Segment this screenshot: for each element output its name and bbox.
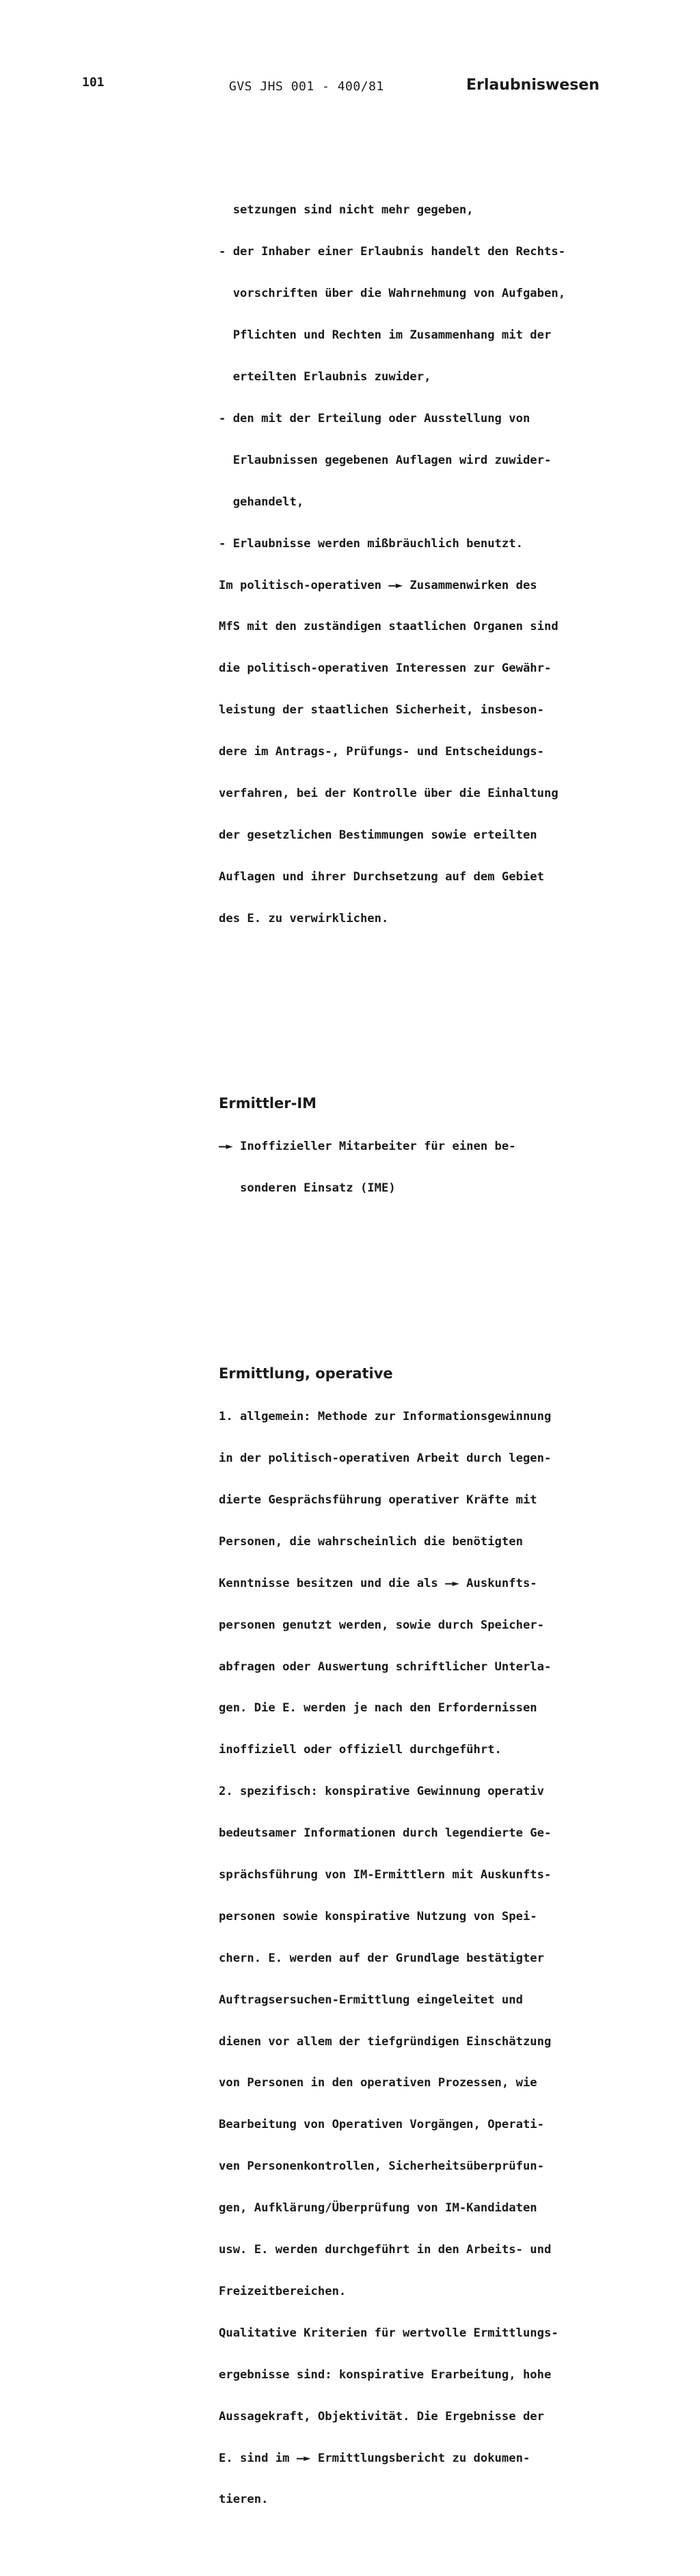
- text-line: - Erlaubnisse werden mißbräuchlich benutzt.: [219, 536, 523, 551]
- text-line: - der Inhaber einer Erlaubnis handelt den Rechts-: [219, 245, 566, 259]
- entry-ermittler-im: [219, 1066, 656, 1223]
- text-line: erteilten Erlaubnis zuwider,: [219, 370, 431, 384]
- text-line: gen, Aufklärung/Überprüfung von IM-Kandidaten: [219, 2201, 537, 2216]
- text-line: gen. Die E. werden je nach den Erfordernissen: [219, 1701, 537, 1716]
- text-line: Erlaubnissen gegebenen Auflagen wird zuwider-: [219, 453, 552, 467]
- text-line: Kenntnisse besitzen und die als —► Auskunfts-: [219, 1576, 537, 1590]
- entry-title: Ermittler-IM: [219, 1094, 317, 1112]
- text-line: des E. zu verwirklichen.: [219, 911, 389, 925]
- text-line: Freizeitbereichen.: [219, 2284, 347, 2298]
- text-line: der gesetzlichen Bestimmungen sowie erteilten: [219, 828, 537, 842]
- text-line: inoffiziell oder offiziell durchgeführt.: [219, 1743, 502, 1757]
- text-line: ergebnisse sind: konspirative Erarbeitung, hohe: [219, 2367, 552, 2382]
- text-line: MfS mit den zuständigen staatlichen Organen sind: [219, 620, 558, 634]
- entry-title: Ermittlung, operative: [219, 1365, 393, 1382]
- section-erlaubniswesen-continued: [219, 176, 656, 954]
- text-line: setzungen sind nicht mehr gegeben,: [219, 203, 474, 218]
- text-line: dienen vor allem der tiefgründigen Einschätzung: [219, 2034, 552, 2049]
- text-line: Auftragsersuchen-Ermittlung eingeleitet und: [219, 1993, 523, 2007]
- text-line: dierte Gesprächsführung operativer Kräfte mit: [219, 1493, 537, 1508]
- text-line: abfragen oder Auswertung schriftlicher Unterla-: [219, 1659, 552, 1674]
- text-line: sonderen Einsatz (IME): [219, 1181, 396, 1196]
- text-line: bedeutsamer Informationen durch legendierte Ge-: [219, 1826, 552, 1841]
- text-line: sprächsführung von IM-Ermittlern mit Auskunfts-: [219, 1868, 552, 1882]
- text-line: die politisch-operativen Interessen zur Gewähr-: [219, 661, 552, 676]
- text-line: Personen, die wahrscheinlich die benötigten: [219, 1534, 523, 1549]
- text-line: 2. spezifisch: konspirative Gewinnung operativ: [219, 1785, 544, 1799]
- text-line: E. sind im —► Ermittlungsbericht zu dokumen-: [219, 2451, 530, 2465]
- text-line: vorschriften über die Wahrnehmung von Aufgaben,: [219, 287, 566, 301]
- document-reference: GVS JHS 001 - 400/81: [229, 79, 384, 94]
- text-line: von Personen in den operativen Prozessen, wie: [219, 2076, 537, 2090]
- text-line: Aussagekraft, Objektivität. Die Ergebnisse der: [219, 2409, 544, 2423]
- entry-ermittlung-operative: [219, 1337, 656, 2534]
- text-line: Bearbeitung von Operativen Vorgängen, Operati-: [219, 2118, 544, 2132]
- text-line: Qualitative Kriterien für wertvolle Ermittlungs-: [219, 2326, 558, 2340]
- text-line: - den mit der Erteilung oder Ausstellung von: [219, 411, 530, 425]
- text-line: in der politisch-operativen Arbeit durch legen-: [219, 1451, 552, 1466]
- text-line: Pflichten und Rechten im Zusammenhang mit der: [219, 328, 552, 343]
- text-line: tieren.: [219, 2493, 269, 2507]
- text-line: chern. E. werden auf der Grundlage bestätigter: [219, 1951, 544, 1965]
- text-line: Im politisch-operativen —► Zusammenwirken des: [219, 578, 537, 592]
- text-line: ven Personenkontrollen, Sicherheitsüberprüfun-: [219, 2159, 544, 2174]
- text-line: Auflagen und ihrer Durchsetzung auf dem Gebiet: [219, 869, 544, 884]
- text-line: 1. allgemein: Methode zur Informationsgewinnung: [219, 1410, 552, 1424]
- text-line: personen genutzt werden, sowie durch Speicher-: [219, 1618, 544, 1632]
- body-text: [219, 134, 656, 2576]
- text-line: personen sowie konspirative Nutzung von Spei-: [219, 1909, 537, 1923]
- running-head: Erlaubniswesen: [466, 77, 600, 94]
- text-line: usw. E. werden durchgeführt in den Arbeits- und: [219, 2243, 552, 2257]
- page-number: 101: [82, 75, 105, 90]
- text-line: dere im Antrags-, Prüfungs- und Entscheidungs-: [219, 745, 544, 759]
- text-line: verfahren, bei der Kontrolle über die Einhaltung: [219, 786, 558, 800]
- text-line: leistung der staatlichen Sicherheit, insbeson-: [219, 703, 544, 718]
- text-line: gehandelt,: [219, 495, 304, 509]
- text-line: —► Inoffizieller Mitarbeiter für einen be-: [219, 1140, 516, 1154]
